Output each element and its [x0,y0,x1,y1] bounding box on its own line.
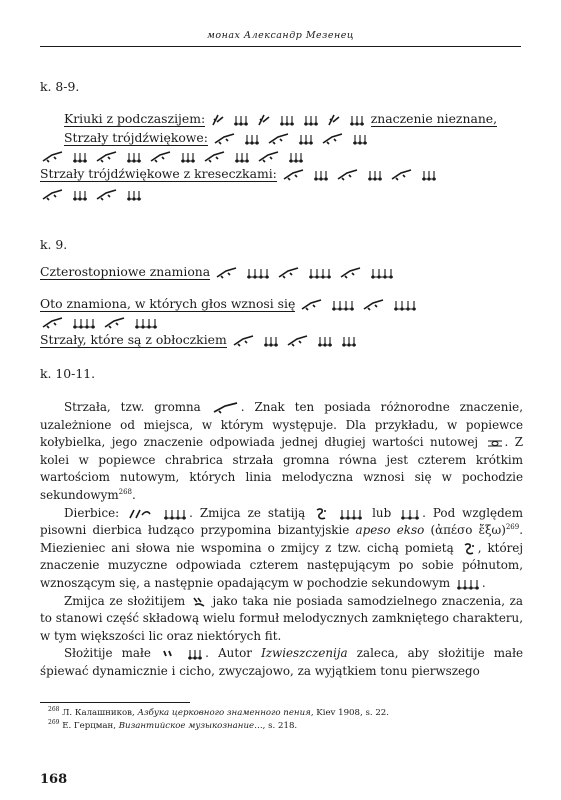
notes-icon [187,647,203,661]
body-text [40,399,523,681]
gromna-neume-icon [233,335,255,347]
notes-icon [370,266,394,280]
long-note-icon [487,438,503,448]
strzaly-label: Strzały trójdźwiękowe: [64,130,208,145]
kriuki-label: Kriuki z podczaszijem: [64,111,206,126]
obloczek-label: Strzały, które są z obłoczkiem [40,332,227,347]
notes-icon [234,150,250,164]
slozitije-male-icon [162,649,174,659]
notes-icon [456,577,480,591]
gromna-neume-icon [96,189,118,201]
notes-icon [263,334,279,348]
gromna-neume-icon [204,151,226,163]
page-number: 168 [40,772,68,787]
zmijca-cicha-pomieta-icon [462,542,476,556]
header-rule [40,46,521,47]
gromna-neume-icon [283,169,305,181]
paragraph-slozitije: Zmijca ze słożitijem jako taka nie posiada samodzielnego znaczenia, za to stanowi część składową wielu formuł melodycznych zamkniętego charakteru, w tym większości lic oraz niektórych fit. [40,593,524,643]
gromna-neume-icon [150,151,172,163]
notes-icon [400,507,420,521]
notes-icon [421,168,437,182]
gromna-neume-icon [213,402,239,414]
notes-icon [134,316,158,330]
kreseczki-neume-row [40,186,144,202]
notes-icon [341,334,357,348]
running-header: монах Александр Мезенец [207,30,354,41]
gromna-neume-icon [96,151,118,163]
notes-icon [298,132,314,146]
dierbica-neume-icon [128,507,152,520]
notes-icon [349,113,365,127]
notes-icon [72,188,88,202]
gromna-neume-icon [340,267,362,279]
notes-icon [331,298,355,312]
section-heading-k10-11: k. 10-11. [40,366,96,381]
paragraph-dierbice: Dierbice: . Zmijca ze statiją lub . Pod względem pisowni dierbica łudząco przypomina bizantyjskie apeso ekso (ἀπέσο ἔξω)$^{269}$. Miezieniec ani słowa nie wspomina o zmijcy z tzw. cichą pomietą , której znaczenie muzyczne odpowiada czterem następującym po sobie półnutom, wznoszącym się, a następnie opadającym w pochodzie sekundowym . [40,505,524,590]
gromna-neume-icon [42,151,64,163]
notes-icon [367,168,383,182]
notes-icon [308,266,332,280]
gromna-neume-icon [337,169,359,181]
notes-icon [339,507,363,521]
section-heading-k8-9: k. 8-9. [40,79,80,94]
gromna-neume-icon [216,267,238,279]
gromna-neume-icon [301,299,323,311]
gromna-neume-icon [42,317,64,329]
gromna-neume-icon [104,317,126,329]
notes-icon [126,150,142,164]
obloczek-line [40,332,359,348]
strzaly-neume-row [40,148,306,164]
section-heading-k9: k. 9. [40,237,68,252]
notes-icon [279,113,295,127]
paragraph-gromna: Strzała, tzw. gromna . Znak ten posiada różnorodne znaczenie, uzależnione od miejsca, w którym występuje. Dla przykładu, w popiewce kołybielka, jego znaczenie odpowiada jednej długiej wartości nutowej . Z kolei w popiewce chrabrica strzała gromna równa jest czterem krótkim wartościom nutowym, których linia melodyczna wznosi się w pochodzie sekundowym$^{268}$. [40,400,524,502]
notes-icon [72,316,96,330]
gromna-neume-icon [42,189,64,201]
notes-icon [244,132,260,146]
notes-icon [317,334,333,348]
notes-icon [393,298,417,312]
notes-icon [352,132,368,146]
kriuk-neume-icon [211,113,225,127]
footnote-268: $^{268}$ Л. Калашников, Азбука церковного знаменного пения, Kiev 1908, s. 22. [48,706,389,718]
gromna-neume-icon [391,169,413,181]
paragraph-slozitije-male: Słożitije małe . Autor Izwieszczenija zaleca, aby słożitije małe śpiewać dynamicznie i cicho, zwyczajowo, za wyjątkiem tonu pierwszego [40,646,523,678]
zmijca-neume-icon [314,507,328,521]
notes-icon [72,150,88,164]
notes-icon [313,168,329,182]
notes-icon [180,150,196,164]
gromna-neume-icon [287,335,309,347]
strzaly-line [64,130,370,146]
notes-icon [233,113,249,127]
kriuki-line [64,111,497,127]
czterostopniowe-line [40,264,396,280]
kreseczki-label: Strzały trójdźwiękowe z kreseczkami: [40,166,277,181]
notes-icon [163,507,187,521]
znamiona-neume-row [40,314,160,330]
znamiona-line [40,296,419,312]
kriuki-meaning: znaczenie nieznane, [370,111,498,126]
gromna-neume-icon [322,133,344,145]
gromna-neume-icon [214,133,236,145]
notes-icon [303,113,319,127]
znamiona-label: Oto znamiona, w których głos wznosi się [40,296,296,311]
kriuk-neume-icon [257,113,271,127]
notes-icon [126,188,142,202]
kriuk-neume-icon [327,113,341,127]
footnote-rule [40,702,190,703]
slozitije-neume-icon [192,596,206,608]
kreseczki-line [40,166,439,182]
notes-icon [288,150,304,164]
czterostopniowe-label: Czterostopniowe znamiona [40,264,211,279]
gromna-neume-icon [363,299,385,311]
gromna-neume-icon [258,151,280,163]
gromna-neume-icon [278,267,300,279]
notes-icon [246,266,270,280]
footnote-269: $^{269}$ Е. Герцман, Византийское музыкознание…, s. 218. [48,719,298,731]
gromna-neume-icon [268,133,290,145]
